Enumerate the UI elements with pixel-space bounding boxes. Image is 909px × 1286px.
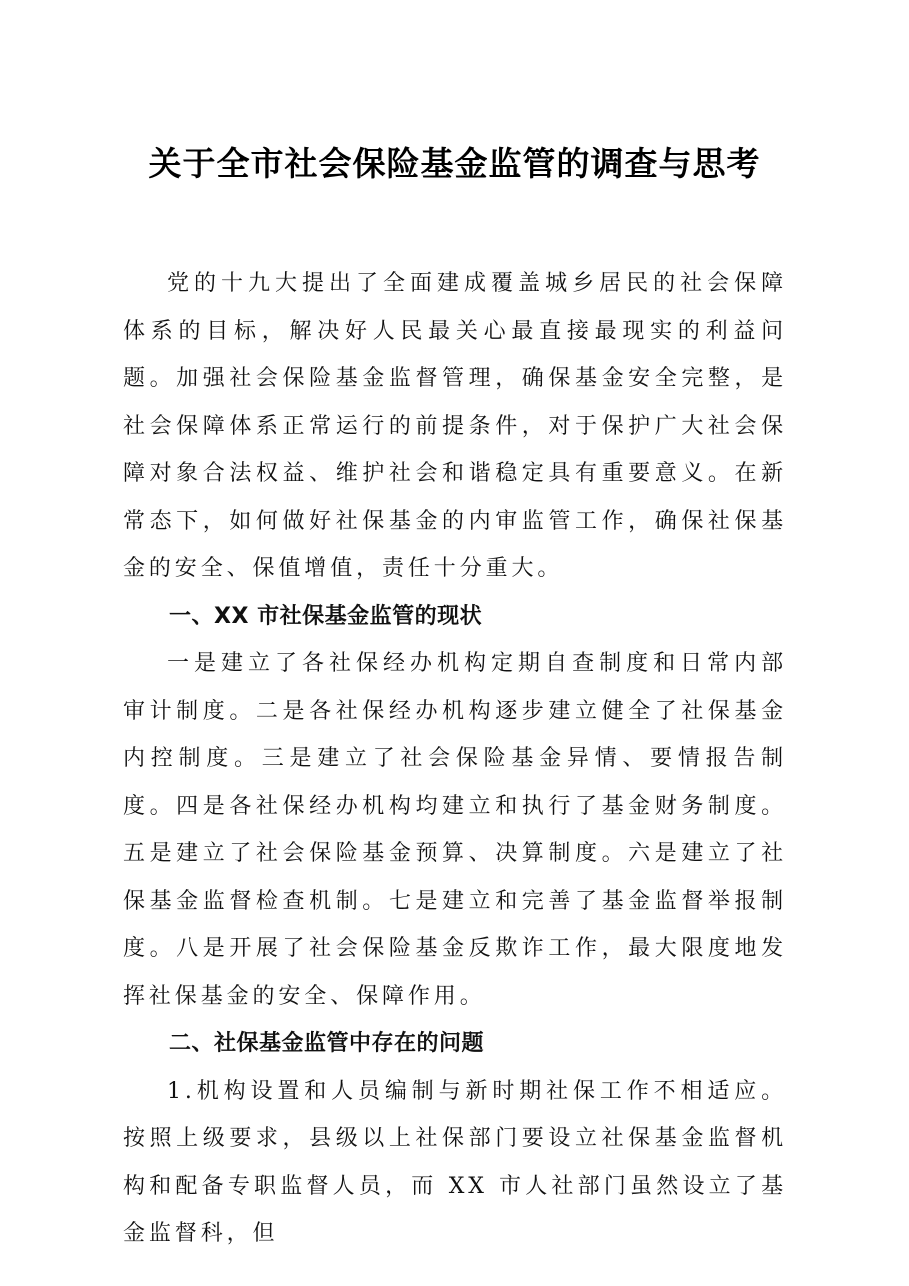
- document-title: 关于全市社会保险基金监管的调查与思考: [148, 144, 761, 183]
- document-body: [123, 260, 787, 1258]
- section-paragraph-status: 一是建立了各社保经办机构定期自查制度和日常内部审计制度。二是各社保经办机构逐步建立健全了社保基金内控制度。三是建立了社会保险基金异情、要情报告制度。四是各社保经办机构均建立和执行了基金财务制度。五是建立了社会保险基金预算、决算制度。六是建立了社保基金监督检查机制。七是建立和完善了基金监督举报制度。八是开展了社会保险基金反欺诈工作，最大限度地发挥社保基金的安全、保障作用。: [123, 651, 787, 1009]
- intro-paragraph: 党的十九大提出了全面建成覆盖城乡居民的社会保障体系的目标，解决好人民最关心最直接最现实的利益问题。加强社会保险基金监督管理，确保基金安全完整，是社会保障体系正常运行的前提条件，对于保护广大社会保障对象合法权益、维护社会和谐稳定具有重要意义。在新常态下，如何做好社保基金的内审监管工作，确保社保基金的安全、保值增值，责任十分重大。: [123, 271, 787, 581]
- section-heading-status: 一、XX 市社保基金监管的现状: [169, 603, 483, 629]
- section-paragraph-problems: 1.机构设置和人员编制与新时期社保工作不相适应。按照上级要求，县级以上社保部门要设立社保基金监督机构和配备专职监督人员，而 XX 市人社部门虽然设立了基金监督科，但: [123, 1078, 787, 1246]
- section-heading-problems: 二、社保基金监管中存在的问题: [169, 1031, 485, 1056]
